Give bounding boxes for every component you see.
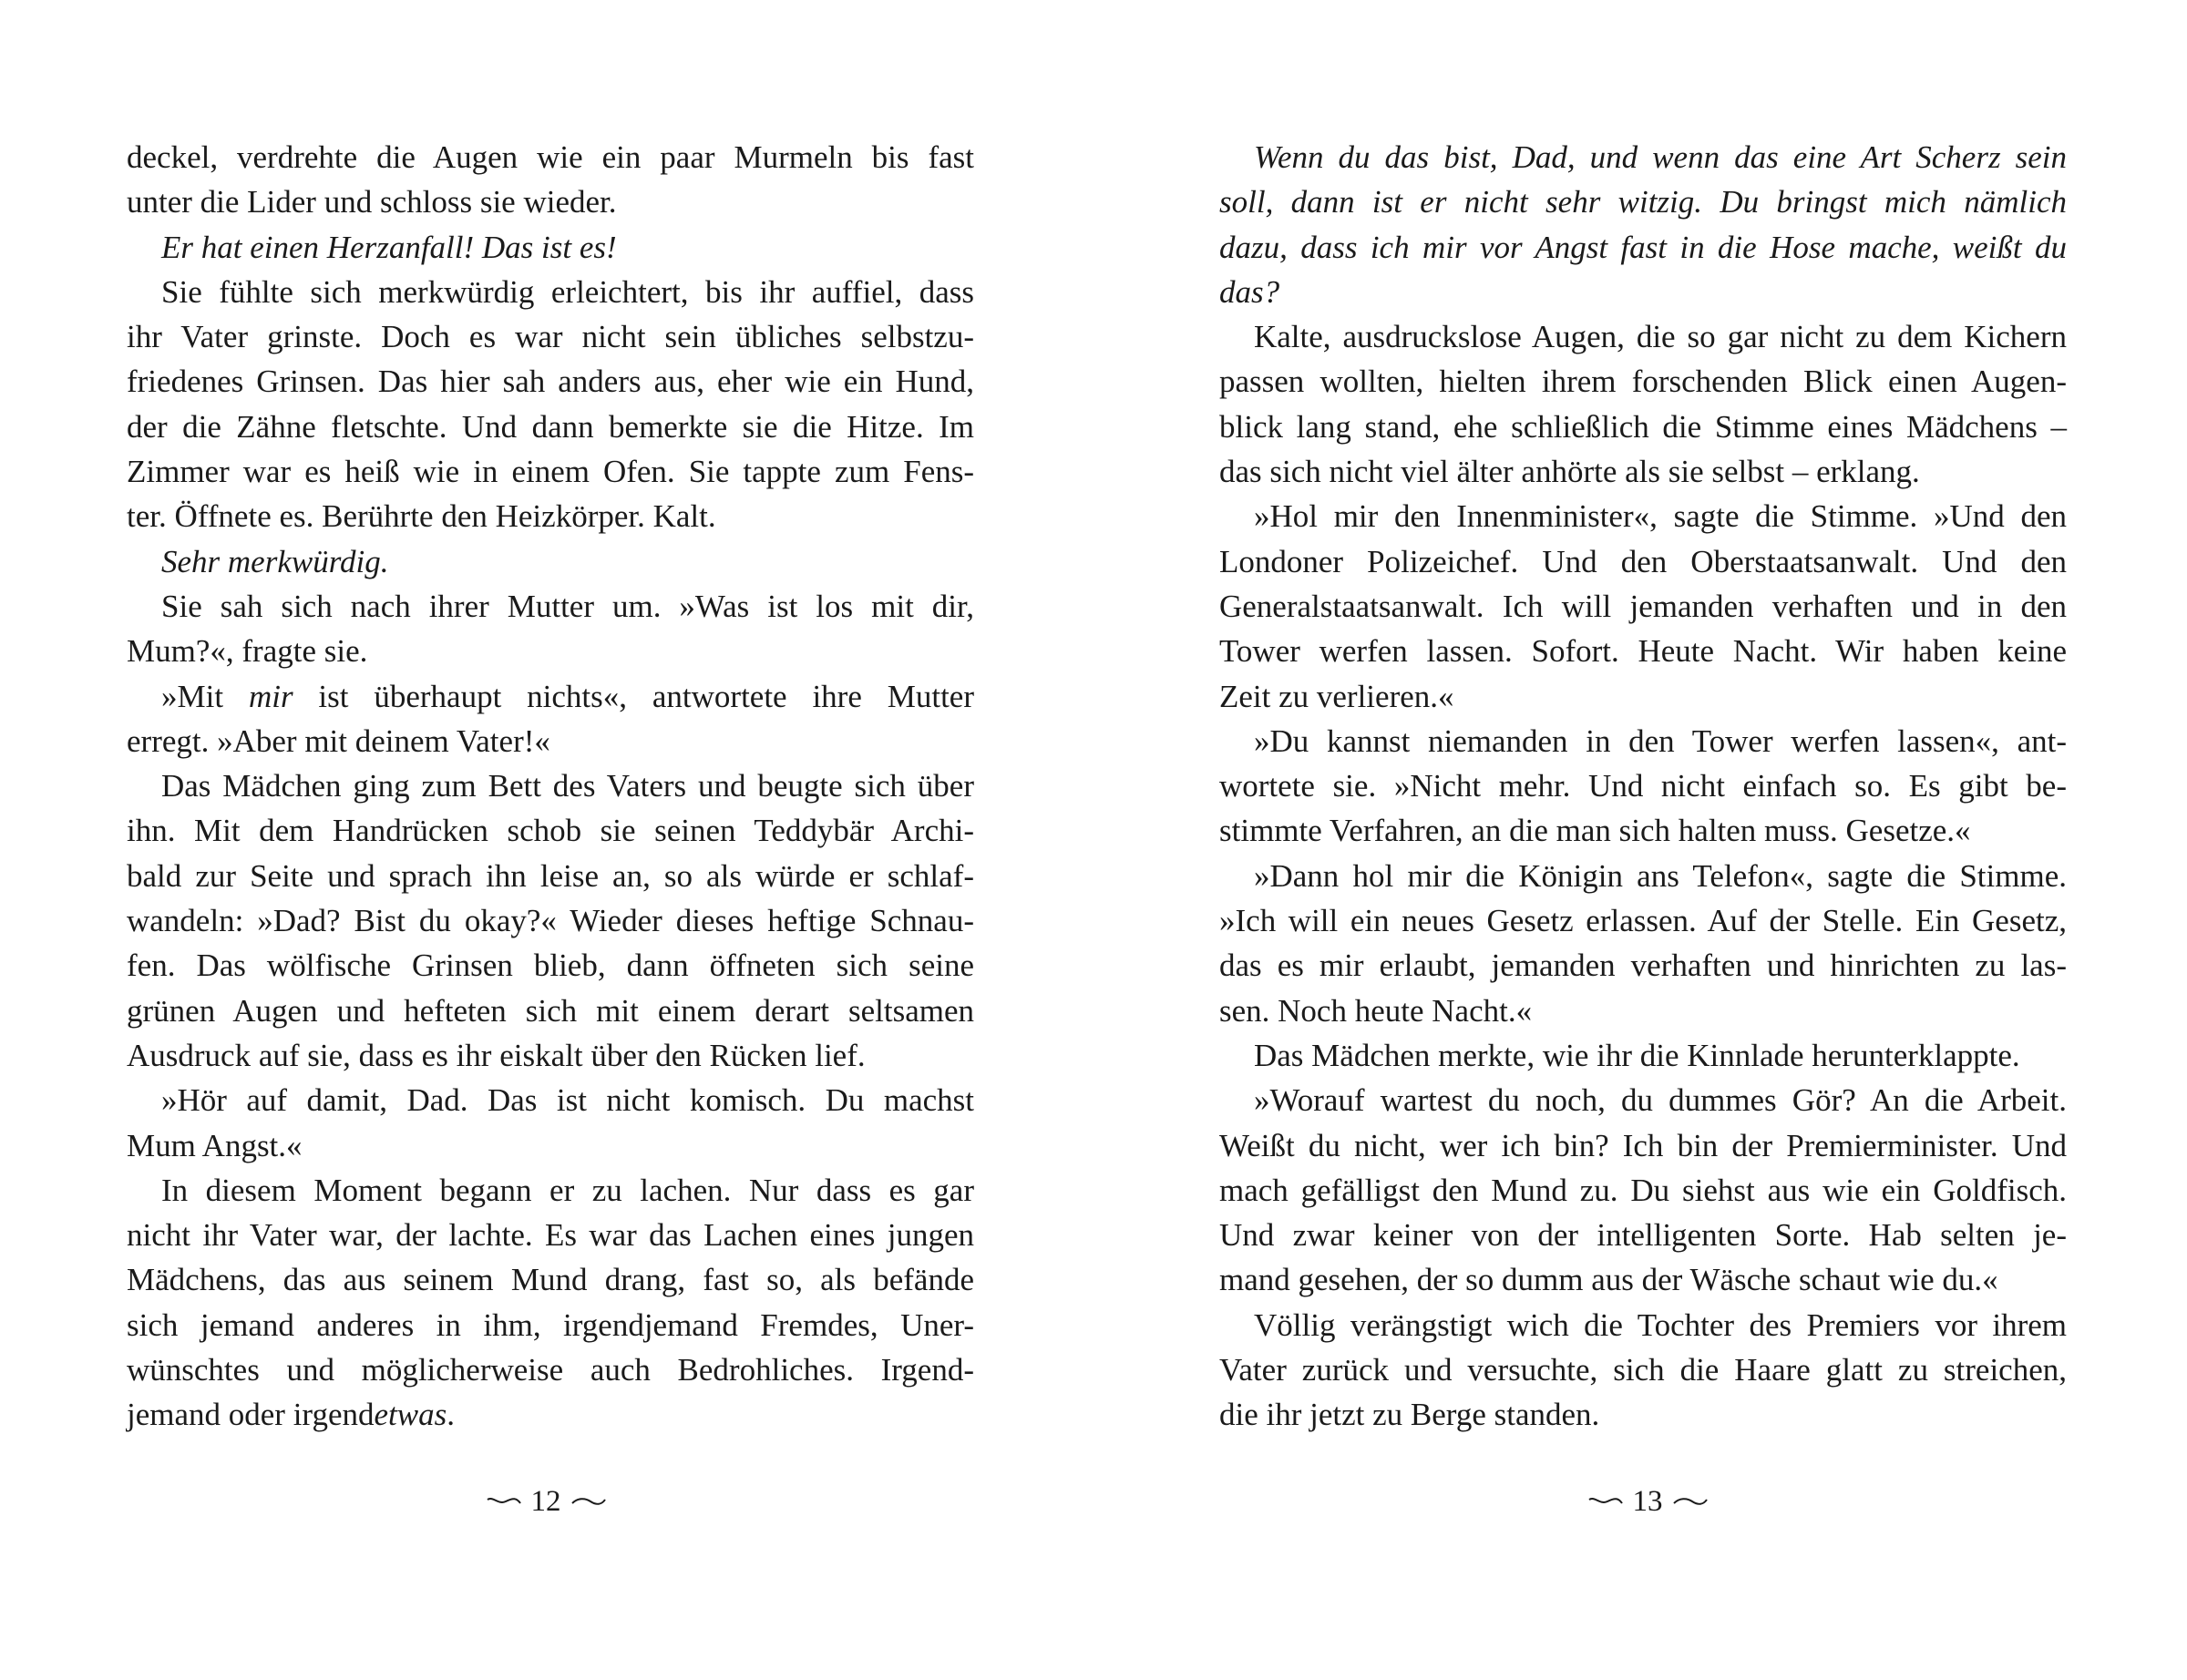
text-line: Ausdruck auf sie, dass es ihr eiskalt über den Rücken lief. (127, 1037, 866, 1073)
text-line: das sich nicht viel älter anhörte als sie selbst – erklang. (1219, 454, 1920, 490)
text-line: In diesem Moment begann er zu lachen. Nur dass es gar (161, 1172, 974, 1208)
text-line: friedenes Grinsen. Das hier sah anders aus, eher wie ein Hund, (127, 364, 974, 400)
text-line: Das Mädchen ging zum Bett des Vaters und beugte sich über (161, 768, 974, 804)
swash-ornament-icon (570, 1494, 607, 1509)
text-line: Sie fühlte sich merkwürdig erleichtert, bis ihr auffiel, dass (161, 273, 974, 310)
left-page-text (127, 135, 974, 1438)
text-line: ter. Öffnete es. Berührte den Heizkörper. Kalt. (127, 498, 716, 535)
text-line: sich jemand anderes in ihm, irgendjemand Fremdes, Uner- (127, 1306, 974, 1343)
text-line: grünen Augen und hefteten sich mit einem derart seltsamen (127, 992, 974, 1029)
text-line: »Dann hol mir die Königin ans Telefon«, sagte die Stimme. (1254, 857, 2067, 894)
left-page (127, 135, 974, 1438)
text-line: Kalte, ausdruckslose Augen, die so gar nicht zu dem Kichern (1254, 319, 2067, 355)
swash-ornament-icon (1587, 1494, 1624, 1509)
text-line: bald zur Seite und sprach ihn leise an, so als würde er schlaf- (127, 857, 974, 894)
text-line: die ihr jetzt zu Berge standen. (1219, 1397, 1600, 1433)
text-line: ihr Vater grinste. Doch es war nicht sein übliches selbstzu- (127, 319, 974, 355)
text-line: Zimmer war es heiß wie in einem Ofen. Sie tappte zum Fens- (127, 454, 974, 490)
text-line: blick lang stand, ehe schließlich die Stimme eines Mädchens – (1219, 408, 2067, 445)
text-line: Und zwar keiner von der intelligenten Sorte. Hab selten je- (1219, 1217, 2067, 1254)
text-line: »Mit mir ist überhaupt nichts«, antwortete ihre Mutter (161, 678, 974, 714)
text-line: mand gesehen, der so dumm aus der Wäsche schaut wie du.« (1219, 1262, 1998, 1298)
text-line: Das Mädchen merkte, wie ihr die Kinnlade herunterklappte. (1254, 1037, 2020, 1073)
text-line: Mum?«, fragte sie. (127, 633, 368, 670)
text-line: Zeit zu verlieren.« (1219, 678, 1454, 714)
text-line: passen wollten, hielten ihrem forschenden Blick einen Augen- (1219, 364, 2067, 400)
text-line: Generalstaatsanwalt. Ich will jemanden verhaften und in den (1219, 588, 2067, 624)
text-line: Sie sah sich nach ihrer Mutter um. »Was ist los mit dir, (161, 588, 974, 624)
text-line: Wenn du das bist, Dad, und wenn das eine Art Scherz sein (1254, 139, 2067, 175)
text-line: Sehr merkwürdig. (161, 543, 389, 579)
text-line: mach gefälligst den Mund zu. Du siehst aus wie ein Goldfisch. (1219, 1172, 2067, 1208)
left-page-folio (455, 1483, 637, 1520)
text-line: »Du kannst niemanden in den Tower werfen lassen«, ant- (1254, 722, 2067, 759)
text-line: »Worauf wartest du noch, du dummes Gör? An die Arbeit. (1254, 1082, 2067, 1119)
text-line: das es mir erlaubt, jemanden verhaften und hinrichten zu las- (1219, 948, 2067, 984)
text-line: Weißt du nicht, wer ich bin? Ich bin der Premierminister. Und (1219, 1127, 2067, 1163)
swash-ornament-icon (486, 1494, 522, 1509)
text-line: »Hol mir den Innenminister«, sagte die Stimme. »Und den (1254, 498, 2067, 535)
text-line: wortete sie. »Nicht mehr. Und nicht einfach so. Es gibt be- (1219, 768, 2067, 804)
text-line: Londoner Polizeichef. Und den Oberstaatsanwalt. Und den (1219, 543, 2067, 579)
right-page-folio (1556, 1483, 1739, 1520)
text-line: soll, dann ist er nicht sehr witzig. Du bringst mich nämlich (1219, 184, 2067, 220)
text-line: unter die Lider und schloss sie wieder. (127, 184, 617, 220)
text-line: dazu, dass ich mir vor Angst fast in die Hose mache, weißt du (1219, 229, 2067, 265)
right-page-text (1219, 135, 2067, 1438)
text-line: der die Zähne fletschte. Und dann bemerkte sie die Hitze. Im (127, 408, 974, 445)
text-line: Er hat einen Herzanfall! Das ist es! (161, 229, 617, 265)
text-line: »Hör auf damit, Dad. Das ist nicht komisch. Du machst (161, 1082, 974, 1119)
text-line: nicht ihr Vater war, der lachte. Es war das Lachen eines jungen (127, 1217, 974, 1254)
text-line: wünschtes und möglicherweise auch Bedrohliches. Irgend- (127, 1352, 974, 1388)
text-line: fen. Das wölfische Grinsen blieb, dann öffneten sich seine (127, 948, 974, 984)
text-line: Mum Angst.« (127, 1127, 303, 1163)
text-line: das? (1219, 273, 1280, 310)
text-line: sen. Noch heute Nacht.« (1219, 992, 1533, 1029)
text-line: wandeln: »Dad? Bist du okay?« Wieder dieses heftige Schnau- (127, 903, 974, 939)
text-line: Völlig verängstigt wich die Tochter des Premiers vor ihrem (1254, 1306, 2067, 1343)
text-line: »Ich will ein neues Gesetz erlassen. Auf der Stelle. Ein Gesetz, (1219, 903, 2067, 939)
text-line: erregt. »Aber mit deinem Vater!« (127, 722, 550, 759)
left-page-number: 12 (530, 1485, 561, 1518)
text-line: Vater zurück und versuchte, sich die Haare glatt zu streichen, (1219, 1352, 2067, 1388)
right-page (1219, 135, 2067, 1438)
text-line: Mädchens, das aus seinem Mund drang, fast so, als befände (127, 1262, 974, 1298)
text-line: stimmte Verfahren, an die man sich halten muss. Gesetze.« (1219, 813, 1971, 849)
text-line: deckel, verdrehte die Augen wie ein paar Murmeln bis fast (127, 139, 974, 175)
text-line: Tower werfen lassen. Sofort. Heute Nacht. Wir haben keine (1219, 633, 2067, 670)
swash-ornament-icon (1672, 1494, 1709, 1509)
right-page-number: 13 (1632, 1485, 1663, 1518)
text-line: jemand oder irgendetwas. (127, 1397, 455, 1433)
text-line: ihn. Mit dem Handrücken schob sie seinen Teddybär Archi- (127, 813, 974, 849)
